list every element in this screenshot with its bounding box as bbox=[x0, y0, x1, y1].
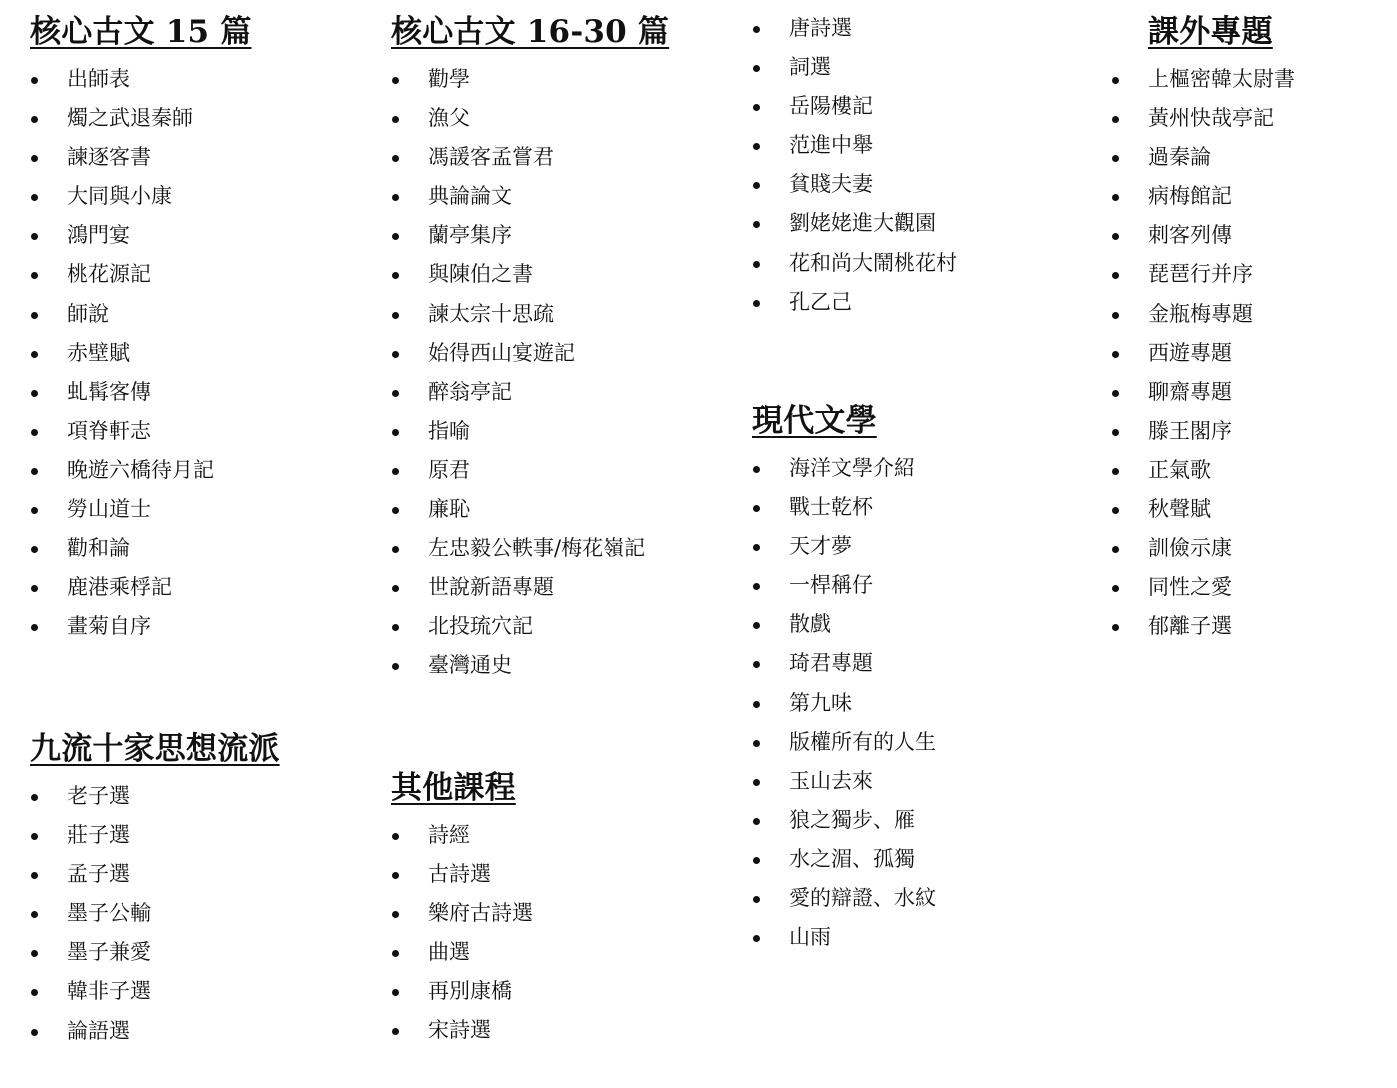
list-item: 刺客列傳 bbox=[1111, 216, 1388, 255]
list-item: 金瓶梅專題 bbox=[1111, 295, 1388, 334]
list-item: 版權所有的人生 bbox=[752, 723, 1097, 762]
section-title-extracurricular-topics: 課外專題 bbox=[1148, 14, 1273, 50]
list-item: 漁父 bbox=[391, 99, 736, 138]
list-item: 岳陽樓記 bbox=[752, 87, 1097, 126]
list-item: 貧賤夫妻 bbox=[752, 165, 1097, 204]
list-item: 左忠毅公軼事/梅花嶺記 bbox=[391, 529, 736, 568]
section-title-modern-literature: 現代文學 bbox=[752, 403, 877, 439]
list-schools-of-thought bbox=[30, 777, 375, 1051]
list-extracurricular-topics bbox=[1111, 60, 1388, 646]
list-item: 過秦論 bbox=[1111, 138, 1388, 177]
list-item: 原君 bbox=[391, 451, 736, 490]
list-modern-literature bbox=[752, 449, 1097, 957]
list-item: 曲選 bbox=[391, 933, 736, 972]
list-item: 琵琶行并序 bbox=[1111, 255, 1388, 294]
list-item: 畫菊自序 bbox=[30, 607, 375, 646]
list-continued bbox=[752, 9, 1097, 322]
list-core-classics-16-30 bbox=[391, 60, 736, 686]
list-item: 勸學 bbox=[391, 60, 736, 99]
list-item: 秋聲賦 bbox=[1111, 490, 1388, 529]
list-other-courses bbox=[391, 816, 736, 1051]
list-item: 馮諼客孟嘗君 bbox=[391, 138, 736, 177]
list-item: 狼之獨步、雁 bbox=[752, 801, 1097, 840]
list-item: 項脊軒志 bbox=[30, 412, 375, 451]
list-item: 范進中舉 bbox=[752, 126, 1097, 165]
list-item: 詩經 bbox=[391, 816, 736, 855]
list-item: 戰士乾杯 bbox=[752, 488, 1097, 527]
list-item: 出師表 bbox=[30, 60, 375, 99]
list-item: 與陳伯之書 bbox=[391, 255, 736, 294]
list-item: 莊子選 bbox=[30, 816, 375, 855]
section-continued-list bbox=[752, 9, 1097, 322]
list-item: 世說新語專題 bbox=[391, 568, 736, 607]
list-item: 滕王閣序 bbox=[1111, 412, 1388, 451]
list-item: 典論論文 bbox=[391, 177, 736, 216]
list-item: 墨子兼愛 bbox=[30, 933, 375, 972]
list-item: 古詩選 bbox=[391, 855, 736, 894]
list-item: 再別康橋 bbox=[391, 972, 736, 1011]
list-item: 黃州快哉亭記 bbox=[1111, 99, 1388, 138]
list-item: 臺灣通史 bbox=[391, 646, 736, 685]
section-extracurricular-topics bbox=[1148, 12, 1388, 646]
list-item: 詞選 bbox=[752, 48, 1097, 87]
section-modern-literature bbox=[752, 401, 1097, 957]
list-item: 韓非子選 bbox=[30, 972, 375, 1011]
list-item: 聊齋專題 bbox=[1111, 373, 1388, 412]
list-item: 山雨 bbox=[752, 918, 1097, 957]
list-item: 桃花源記 bbox=[30, 255, 375, 294]
list-item: 始得西山宴遊記 bbox=[391, 334, 736, 373]
list-item: 北投琉穴記 bbox=[391, 607, 736, 646]
list-item: 海洋文學介紹 bbox=[752, 449, 1097, 488]
list-item: 天才夢 bbox=[752, 527, 1097, 566]
list-item: 師說 bbox=[30, 295, 375, 334]
list-item: 孔乙己 bbox=[752, 283, 1097, 322]
list-item: 訓儉示康 bbox=[1111, 529, 1388, 568]
section-title-core-classics-16-30: 核心古文 16-30 篇 bbox=[391, 14, 670, 50]
list-item: 指喻 bbox=[391, 412, 736, 451]
list-item: 劉姥姥進大觀園 bbox=[752, 204, 1097, 243]
list-item: 虬髯客傳 bbox=[30, 373, 375, 412]
list-item: 諫逐客書 bbox=[30, 138, 375, 177]
list-item: 花和尚大鬧桃花村 bbox=[752, 244, 1097, 283]
list-item: 鹿港乘桴記 bbox=[30, 568, 375, 607]
list-item: 樂府古詩選 bbox=[391, 894, 736, 933]
list-item: 大同與小康 bbox=[30, 177, 375, 216]
section-title-core-classics-1-15: 核心古文 15 篇 bbox=[30, 14, 252, 50]
list-item: 上樞密韓太尉書 bbox=[1111, 60, 1388, 99]
list-item: 晚遊六橋待月記 bbox=[30, 451, 375, 490]
list-item: 宋詩選 bbox=[391, 1011, 736, 1050]
list-item: 病梅館記 bbox=[1111, 177, 1388, 216]
list-item: 勸和論 bbox=[30, 529, 375, 568]
list-item: 孟子選 bbox=[30, 855, 375, 894]
list-item: 醉翁亭記 bbox=[391, 373, 736, 412]
section-core-classics-16-30 bbox=[391, 12, 736, 686]
list-item: 赤壁賦 bbox=[30, 334, 375, 373]
list-item: 廉恥 bbox=[391, 490, 736, 529]
list-item: 同性之愛 bbox=[1111, 568, 1388, 607]
list-item: 西遊專題 bbox=[1111, 334, 1388, 373]
list-item: 論語選 bbox=[30, 1012, 375, 1051]
list-item: 愛的辯證、水紋 bbox=[752, 879, 1097, 918]
section-core-classics-1-15 bbox=[30, 12, 375, 646]
list-item: 琦君專題 bbox=[752, 644, 1097, 683]
list-item: 燭之武退秦師 bbox=[30, 99, 375, 138]
list-core-classics-1-15 bbox=[30, 60, 375, 646]
section-schools-of-thought bbox=[30, 729, 375, 1051]
list-item: 老子選 bbox=[30, 777, 375, 816]
list-item: 諫太宗十思疏 bbox=[391, 295, 736, 334]
section-other-courses bbox=[391, 768, 736, 1051]
list-item: 一桿稱仔 bbox=[752, 566, 1097, 605]
list-item: 唐詩選 bbox=[752, 9, 1097, 48]
list-item: 蘭亭集序 bbox=[391, 216, 736, 255]
list-item: 鴻門宴 bbox=[30, 216, 375, 255]
list-item: 勞山道士 bbox=[30, 490, 375, 529]
list-item: 正氣歌 bbox=[1111, 451, 1388, 490]
list-item: 散戲 bbox=[752, 605, 1097, 644]
list-item: 墨子公輸 bbox=[30, 894, 375, 933]
list-item: 郁離子選 bbox=[1111, 607, 1388, 646]
section-title-schools-of-thought: 九流十家思想流派 bbox=[30, 731, 280, 767]
list-item: 第九味 bbox=[752, 684, 1097, 723]
section-title-other-courses: 其他課程 bbox=[391, 770, 516, 806]
list-item: 水之湄、孤獨 bbox=[752, 840, 1097, 879]
list-item: 玉山去來 bbox=[752, 762, 1097, 801]
